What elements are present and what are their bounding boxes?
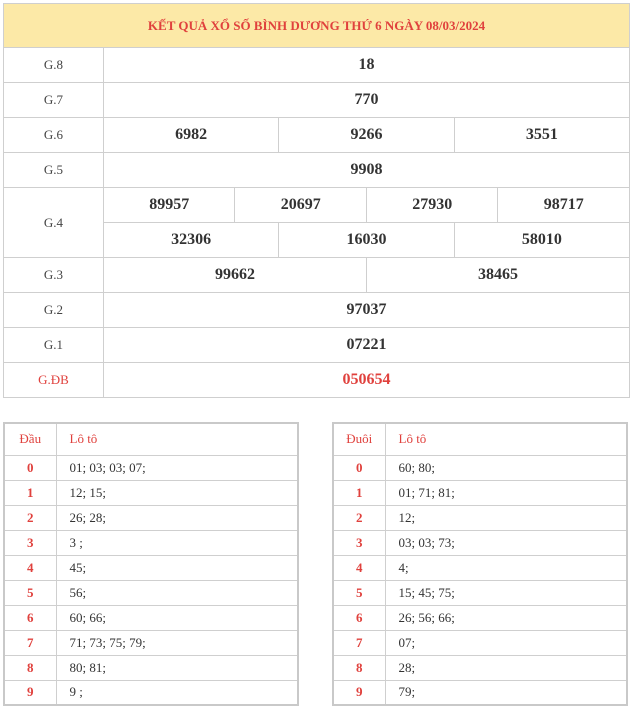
prize-number: 58010 — [454, 223, 629, 258]
table-row — [333, 655, 627, 680]
prize-number: 9266 — [279, 118, 454, 153]
loto-values: 56; — [56, 580, 298, 605]
duoi-key: 5 — [333, 580, 385, 605]
loto-values: 60; 80; — [385, 455, 627, 480]
duoi-key: 9 — [333, 680, 385, 705]
prize-row-g8 — [4, 48, 630, 83]
prize-label: G.1 — [4, 328, 104, 363]
prize-label: G.5 — [4, 153, 104, 188]
prize-number: 99662 — [104, 258, 367, 293]
prize-label: G.8 — [4, 48, 104, 83]
dau-key: 9 — [4, 680, 56, 705]
loto-values: 26; 56; 66; — [385, 605, 627, 630]
dau-key: 5 — [4, 580, 56, 605]
duoi-loto-table — [332, 422, 628, 706]
duoi-key: 6 — [333, 605, 385, 630]
table-row — [333, 530, 627, 555]
dau-key: 0 — [4, 455, 56, 480]
results-table — [3, 3, 630, 398]
dau-key: 3 — [4, 530, 56, 555]
special-prize-label: G.ĐB — [4, 363, 104, 398]
special-prize-number: 050654 — [104, 363, 630, 398]
dau-header: Đầu — [4, 423, 56, 455]
prize-number: 20697 — [235, 188, 366, 223]
loto-values: 01; 71; 81; — [385, 480, 627, 505]
prize-label: G.4 — [4, 188, 104, 258]
prize-label: G.6 — [4, 118, 104, 153]
loto-values: 79; — [385, 680, 627, 705]
duoi-key: 8 — [333, 655, 385, 680]
duoi-key: 2 — [333, 505, 385, 530]
loto-values: 45; — [56, 555, 298, 580]
prize-row-g1 — [4, 328, 630, 363]
loto-values: 12; 15; — [56, 480, 298, 505]
duoi-key: 7 — [333, 630, 385, 655]
loto-values: 26; 28; — [56, 505, 298, 530]
prize-number: 3551 — [454, 118, 629, 153]
dau-key: 2 — [4, 505, 56, 530]
loto-values: 60; 66; — [56, 605, 298, 630]
dau-key: 1 — [4, 480, 56, 505]
duoi-key: 3 — [333, 530, 385, 555]
table-row — [4, 655, 298, 680]
duoi-key: 4 — [333, 555, 385, 580]
loto-values: 71; 73; 75; 79; — [56, 630, 298, 655]
table-row — [4, 680, 298, 705]
prize-number: 89957 — [104, 188, 235, 223]
prize-label: G.2 — [4, 293, 104, 328]
prize-number: 16030 — [279, 223, 454, 258]
prize-row-g7 — [4, 83, 630, 118]
table-row — [4, 455, 298, 480]
prize-number: 6982 — [104, 118, 279, 153]
loto-values: 15; 45; 75; — [385, 580, 627, 605]
table-row — [333, 605, 627, 630]
prize-number: 770 — [104, 83, 630, 118]
table-row — [333, 630, 627, 655]
prize-number: 27930 — [366, 188, 497, 223]
loto-values: 9 ; — [56, 680, 298, 705]
dau-key: 7 — [4, 630, 56, 655]
loto-values: 12; — [385, 505, 627, 530]
table-row — [4, 530, 298, 555]
prize-number: 32306 — [104, 223, 279, 258]
dau-key: 8 — [4, 655, 56, 680]
loto-values: 80; 81; — [56, 655, 298, 680]
prize-label: G.7 — [4, 83, 104, 118]
table-row — [4, 505, 298, 530]
prize-row-g3 — [4, 258, 630, 293]
loto-header: Lô tô — [385, 423, 627, 455]
loto-values: 07; — [385, 630, 627, 655]
duoi-key: 0 — [333, 455, 385, 480]
prize-number: 97037 — [104, 293, 630, 328]
results-title: KẾT QUẢ XỔ SỐ BÌNH DƯƠNG THỨ 6 NGÀY 08/03/2024 — [4, 4, 630, 48]
table-row — [333, 480, 627, 505]
table-row — [333, 555, 627, 580]
prize-row-g5 — [4, 153, 630, 188]
table-row — [333, 580, 627, 605]
table-row — [333, 680, 627, 705]
prize-row-g6 — [4, 118, 630, 153]
loto-values: 4; — [385, 555, 627, 580]
prize-number: 98717 — [498, 188, 630, 223]
table-row — [4, 630, 298, 655]
dau-key: 6 — [4, 605, 56, 630]
prize-row-g4 — [4, 188, 630, 223]
table-row — [4, 480, 298, 505]
dau-loto-table — [3, 422, 299, 706]
prize-row-gdb — [4, 363, 630, 398]
loto-values: 28; — [385, 655, 627, 680]
table-row — [333, 455, 627, 480]
duoi-header: Đuôi — [333, 423, 385, 455]
loto-values: 03; 03; 73; — [385, 530, 627, 555]
table-row — [4, 605, 298, 630]
loto-header: Lô tô — [56, 423, 298, 455]
loto-values: 3 ; — [56, 530, 298, 555]
prize-number: 18 — [104, 48, 630, 83]
duoi-key: 1 — [333, 480, 385, 505]
dau-key: 4 — [4, 555, 56, 580]
prize-number: 07221 — [104, 328, 630, 363]
prize-number: 38465 — [366, 258, 629, 293]
table-row — [333, 505, 627, 530]
prize-number: 9908 — [104, 153, 630, 188]
prize-row-g2 — [4, 293, 630, 328]
table-row — [4, 580, 298, 605]
table-row — [4, 555, 298, 580]
prize-label: G.3 — [4, 258, 104, 293]
loto-values: 01; 03; 03; 07; — [56, 455, 298, 480]
